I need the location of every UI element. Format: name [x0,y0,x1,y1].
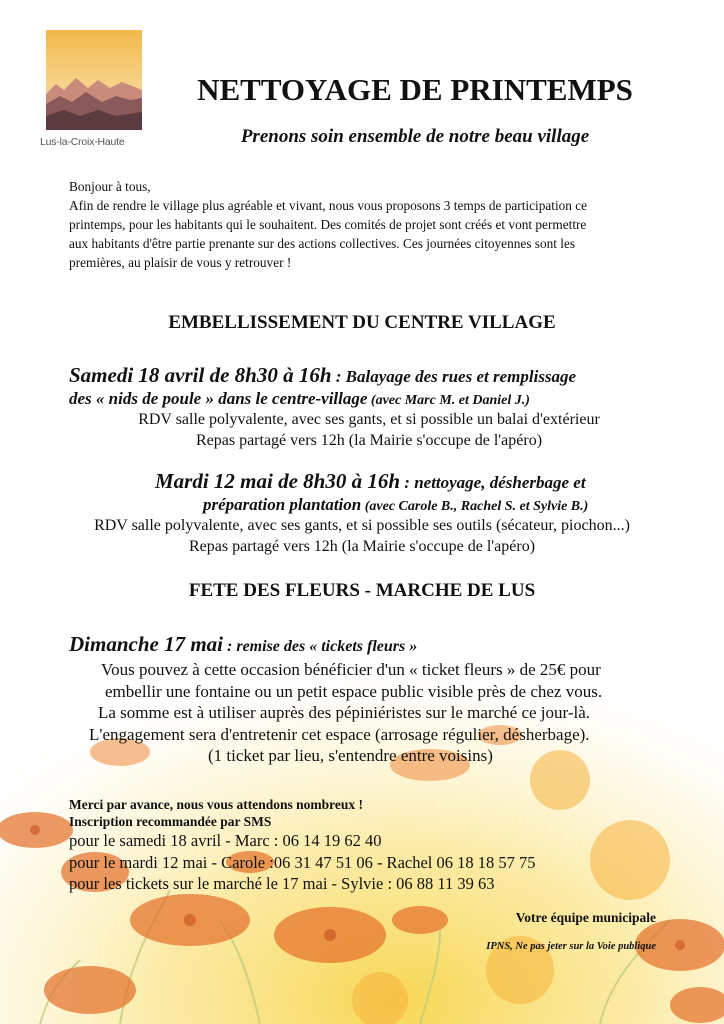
intro-line: Afin de rendre le village plus agréable et vivant, nous vous proposons 3 temps de participation ce [69,198,588,213]
event-dimanche-title [69,632,689,657]
event-samedi-desc2: des « nids de poule » dans le centre-village [69,389,368,408]
mountains-icon [46,70,142,130]
event-dimanche-line: Vous pouvez à cette occasion bénéficier d'un « ticket fleurs » de 25€ pour [101,660,601,679]
logo-village-name: Lus-la-Croix-Haute [40,136,125,148]
event-samedi-title [69,363,669,388]
event-mardi-subtitle [203,495,724,515]
signature: Votre équipe municipale [515,910,656,925]
event-dimanche-line: embellir une fontaine ou un petit espace public visible près de chez vous. [105,681,603,701]
event-samedi-desc: : Balayage des rues et remplissage [331,367,577,386]
event-mardi-rdv: RDV salle polyvalente, avec ses gants, et si possible ses outils (sécateur, piochon...) [94,517,630,534]
intro-line: premières, au plaisir de vous y retrouver ! [69,255,292,270]
page-title: NETTOYAGE DE PRINTEMPS [197,72,633,107]
event-samedi [69,363,669,451]
event-samedi-subtitle [69,389,669,409]
event-mardi-repas: Repas partagé vers 12h (la Mairie s'occupe de l'apéro) [188,538,536,555]
contact-line: pour les tickets sur le marché le 17 mai - Sylvie : 06 88 11 39 63 [69,874,495,893]
intro-text [69,177,669,272]
section-heading-fete: FETE DES FLEURS - MARCHE DE LUS [188,580,536,601]
event-mardi-title [155,469,724,494]
contact-line: pour le mardi 12 mai - Carole :06 31 47 51 06 - Rachel 06 18 18 57 75 [69,852,536,872]
event-samedi-repas: Repas partagé vers 12h (la Mairie s'occupe de l'apéro) [195,432,543,449]
event-dimanche-line: L'engagement sera d'entretenir cet espace (arrosage régulier, désherbage). [89,724,590,744]
event-dimanche-date: Dimanche 17 mai [69,632,224,656]
intro-line: aux habitants d'être partie prenante sur des actions collectives. Ces journées citoyennes sont les [69,236,576,251]
closing-thanks: Merci par avance, nous vous attendons nombreux ! [69,797,364,812]
section-heading-embellissement: EMBELLISSEMENT DU CENTRE VILLAGE [168,312,556,333]
contact-line: pour le samedi 18 avril - Marc : 06 14 19 62 40 [69,831,382,850]
event-mardi-desc: : nettoyage, désherbage et [400,473,586,492]
intro-line: printemps, pour les habitants qui le souhaitent. Des comités de projet sont créés et vont permettre [69,217,587,232]
event-mardi [0,469,724,557]
event-samedi-date: Samedi 18 avril de 8h30 à 16h [69,363,332,387]
event-dimanche [69,632,689,767]
event-dimanche-line: La somme est à utiliser auprès des pépiniéristes sur le marché ce jour-là. [98,703,591,722]
closing-note [69,796,629,830]
event-samedi-people: (avec Marc M. et Daniel J.) [367,393,530,408]
event-mardi-desc2: préparation plantation [203,495,362,514]
event-dimanche-desc: : remise des « tickets fleurs » [223,638,418,655]
footer-notice: IPNS, Ne pas jeter sur la Voie publique [486,941,656,952]
event-dimanche-line: (1 ticket par lieu, s'entendre entre voisins) [208,746,493,765]
event-mardi-date: Mardi 12 mai de 8h30 à 16h [155,469,401,493]
contact-list [69,830,669,895]
event-dimanche-body [69,659,689,767]
closing-inscription: Inscription recommandée par SMS [69,814,272,829]
village-logo [40,30,148,158]
event-mardi-people: (avec Carole B., Rachel S. et Sylvie B.) [361,499,589,514]
page-subtitle: Prenons soin ensemble de notre beau village [240,126,590,147]
event-samedi-rdv: RDV salle polyvalente, avec ses gants, et si possible un balai d'extérieur [138,411,600,428]
intro-greeting: Bonjour à tous, [69,179,151,194]
